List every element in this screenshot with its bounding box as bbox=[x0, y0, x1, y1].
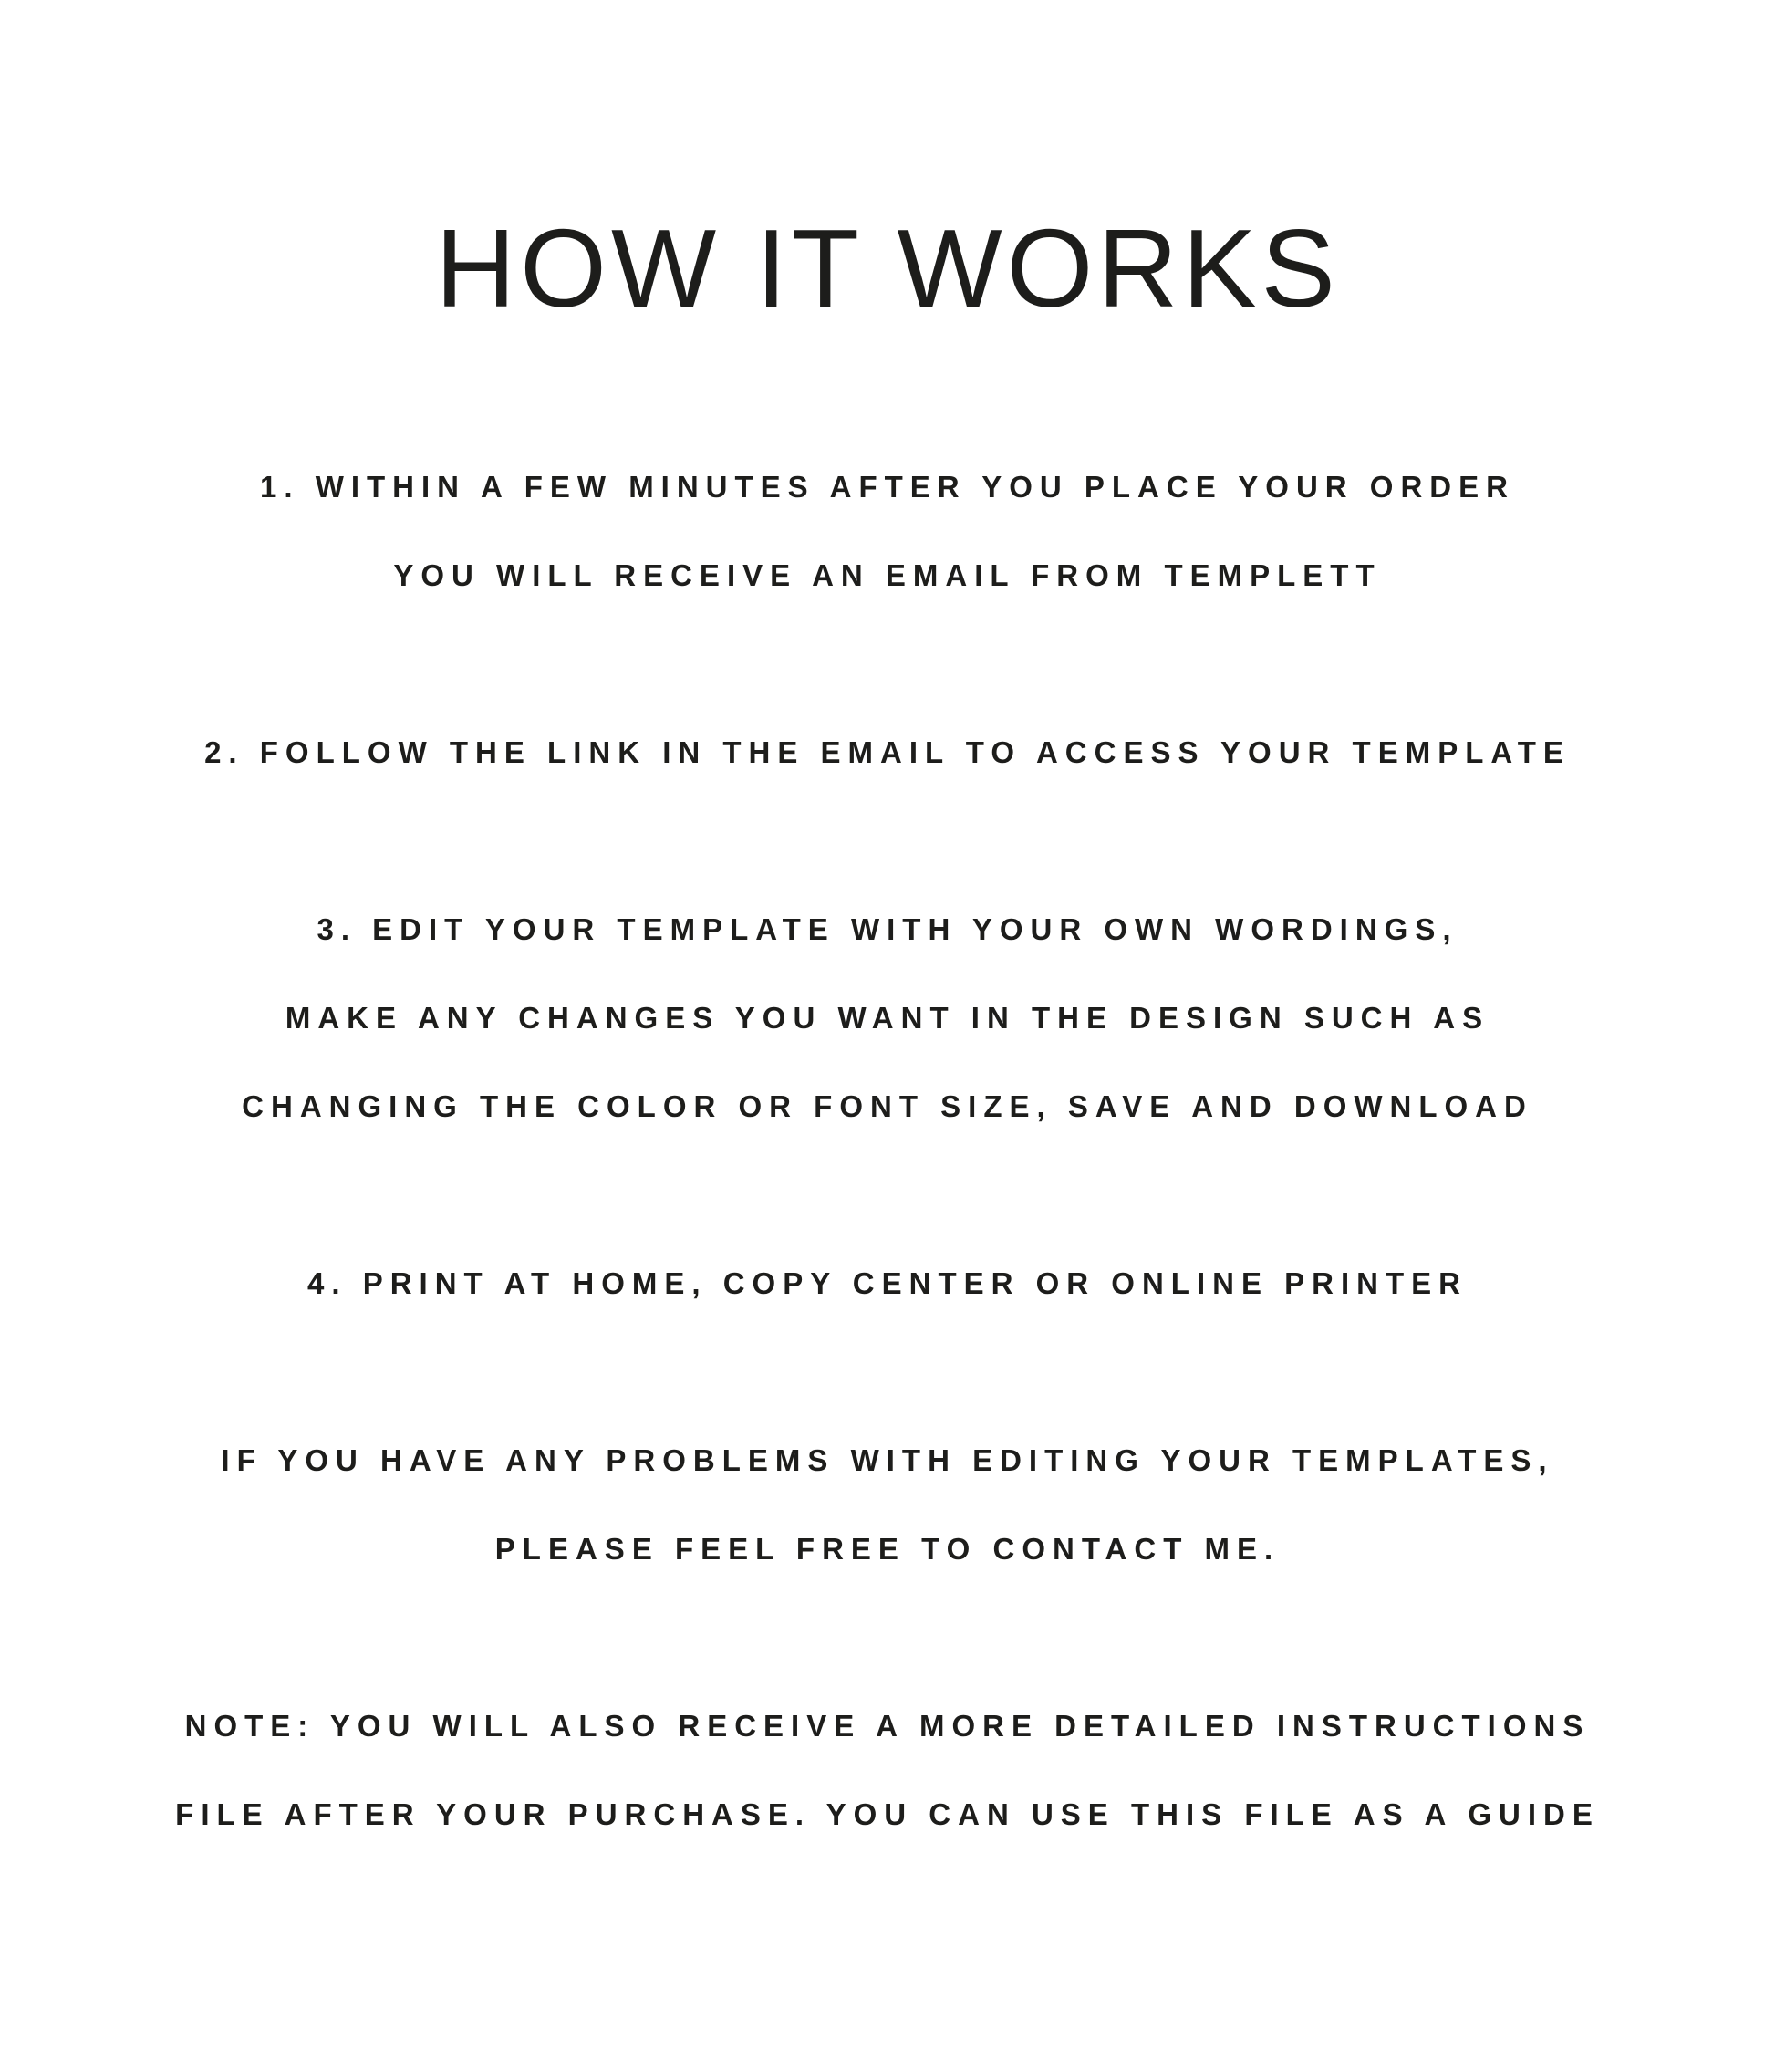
step-4-line-1: 4. PRINT AT HOME, COPY CENTER OR ONLINE PRINTER bbox=[307, 1266, 1468, 1300]
step-1-line-2: YOU WILL RECEIVE AN EMAIL FROM TEMPLETT bbox=[393, 558, 1382, 592]
step-4 bbox=[0, 1239, 1775, 1328]
step-3-line-3: CHANGING THE COLOR OR FONT SIZE, SAVE AND DOWNLOAD bbox=[242, 1089, 1533, 1123]
contact-note-line-2: PLEASE FEEL FREE TO CONTACT ME. bbox=[494, 1532, 1281, 1566]
contact-note bbox=[0, 1416, 1775, 1593]
step-2-line-1: 2. FOLLOW THE LINK IN THE EMAIL TO ACCESS YOUR TEMPLATE bbox=[204, 735, 1571, 769]
contact-note-line-1: IF YOU HAVE ANY PROBLEMS WITH EDITING YOUR TEMPLATES, bbox=[221, 1443, 1554, 1477]
step-3-line-2: MAKE ANY CHANGES YOU WANT IN THE DESIGN SUCH AS bbox=[285, 1001, 1490, 1035]
page-title: HOW IT WORKS bbox=[435, 206, 1340, 330]
step-3 bbox=[0, 885, 1775, 1151]
step-1 bbox=[0, 443, 1775, 620]
step-3-line-1: 3. EDIT YOUR TEMPLATE WITH YOUR OWN WORDINGS, bbox=[317, 912, 1458, 946]
detailed-instructions-note bbox=[0, 1682, 1775, 1859]
step-1-line-1: 1. WITHIN A FEW MINUTES AFTER YOU PLACE YOUR ORDER bbox=[260, 470, 1515, 504]
detailed-note-line-1: NOTE: YOU WILL ALSO RECEIVE A MORE DETAILED INSTRUCTIONS bbox=[184, 1709, 1591, 1743]
detailed-note-line-2: FILE AFTER YOUR PURCHASE. YOU CAN USE THIS FILE AS A GUIDE bbox=[175, 1797, 1600, 1831]
step-2 bbox=[0, 708, 1775, 797]
